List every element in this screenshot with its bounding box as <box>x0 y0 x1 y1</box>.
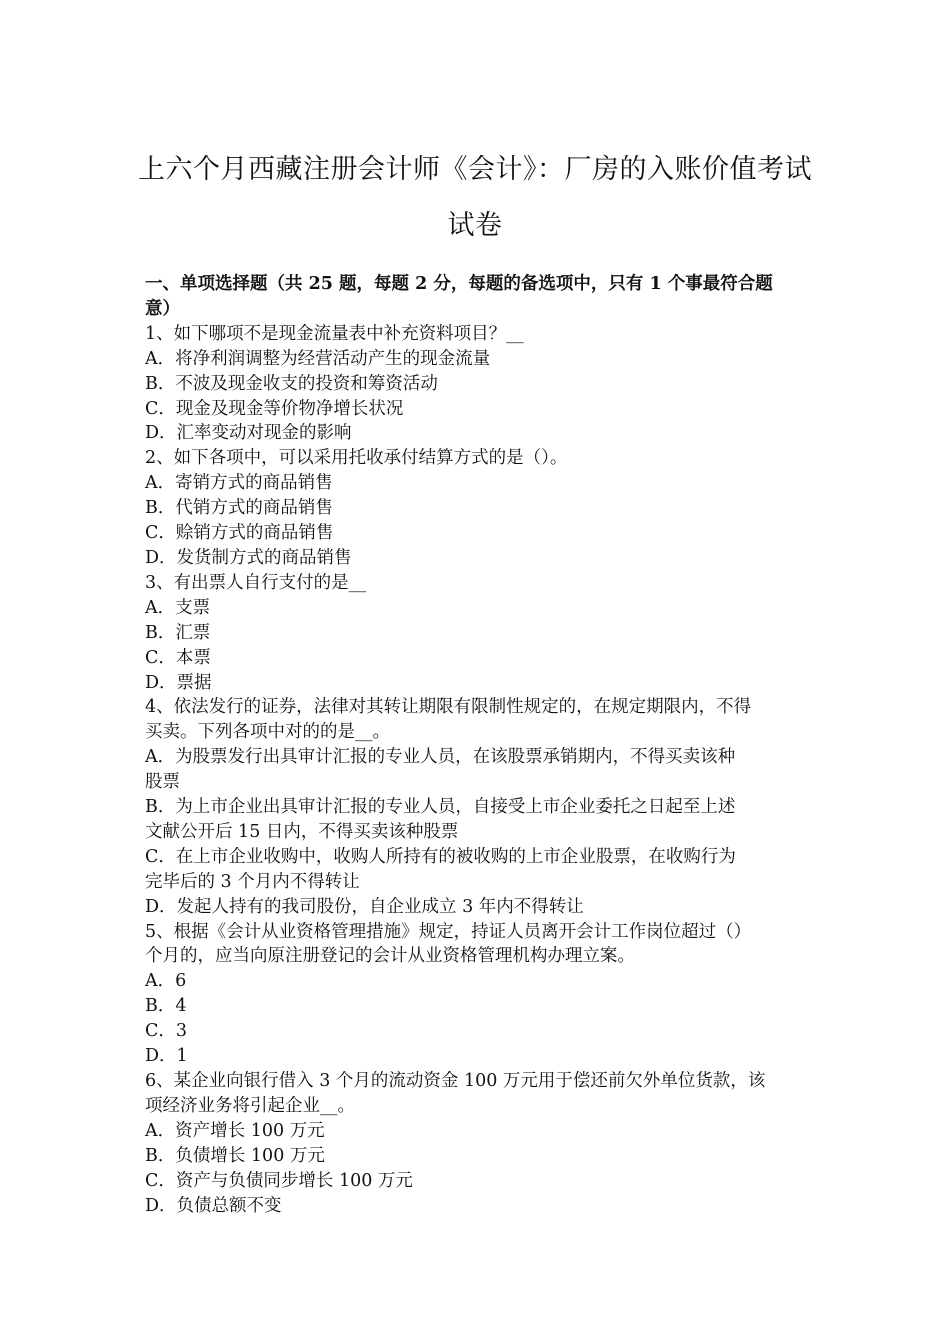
document-body <box>145 272 810 1218</box>
text-line: A．为股票发行出具审计汇报的专业人员，在该股票承销期内，不得买卖该种 <box>145 747 736 768</box>
section-heading-line-2: 意） <box>145 298 180 319</box>
text-line: A．6 <box>145 971 187 992</box>
text-line: 文献公开后 15 日内，不得买卖该种股票 <box>145 821 459 842</box>
text-line: B．不波及现金收支的投资和筹资活动 <box>145 373 438 394</box>
text-line: B．4 <box>145 996 187 1017</box>
text-line: 完毕后的 3 个月内不得转让 <box>145 871 360 892</box>
question-list <box>145 322 810 1219</box>
text-line: C．资产与负债同步增长 100 万元 <box>145 1170 413 1191</box>
text-line: D．负债总额不变 <box>145 1195 282 1216</box>
text-line: 4、依法发行的证券，法律对其转让期限有限制性规定的，在规定期限内，不得 <box>145 697 752 718</box>
text-line: D．票据 <box>145 672 212 693</box>
text-line: 个月的，应当向原注册登记的会计从业资格管理机构办理立案。 <box>145 946 635 967</box>
text-line: B．代销方式的商品销售 <box>145 498 333 519</box>
text-line: A．寄销方式的商品销售 <box>145 473 333 494</box>
text-line: C．3 <box>145 1021 188 1042</box>
title-line-2: 试卷 <box>447 210 503 241</box>
text-line: 买卖。下列各项中对的的是__。 <box>145 722 390 743</box>
text-line: D．发货制方式的商品销售 <box>145 547 352 568</box>
text-line: C．在上市企业收购中，收购人所持有的被收购的上市企业股票，在收购行为 <box>145 846 736 867</box>
text-line: D．发起人持有的我司股份，自企业成立 3 年内不得转让 <box>145 896 584 917</box>
text-line: 股票 <box>145 772 180 793</box>
document-title <box>130 142 820 254</box>
text-line: A．支票 <box>145 597 211 618</box>
text-line: 项经济业务将引起企业__。 <box>145 1095 355 1116</box>
text-line: D．1 <box>145 1046 188 1067</box>
title-line-1: 上六个月西藏注册会计师《会计》：厂房的入账价值考试 <box>138 154 812 185</box>
text-line: B．为上市企业出具审计汇报的专业人员，自接受上市企业委托之日起至上述 <box>145 797 736 818</box>
text-line: B．负债增长 100 万元 <box>145 1145 325 1166</box>
text-line: 6、某企业向银行借入 3 个月的流动资金 100 万元用于偿还前欠外单位货款，该 <box>145 1071 766 1091</box>
text-line: 1、如下哪项不是现金流量表中补充资料项目？__ <box>145 323 524 344</box>
text-line: D．汇率变动对现金的影响 <box>145 423 352 444</box>
text-line: C．本票 <box>145 647 211 668</box>
text-line: C．赊销方式的商品销售 <box>145 523 334 544</box>
text-line: 3、有出票人自行支付的是__ <box>145 572 367 593</box>
section-heading-line-1: 一、单项选择题（共 25 题，每题 2 分，每题的备选项中，只有 1 个事最符合题 <box>145 274 773 294</box>
text-line: A．将净利润调整为经营活动产生的现金流量 <box>145 348 491 369</box>
text-line: 2、如下各项中，可以采用托收承付结算方式的是（）。 <box>145 448 568 469</box>
text-line: C．现金及现金等价物净增长状况 <box>145 398 404 419</box>
text-line: 5、根据《会计从业资格管理措施》规定，持证人员离开会计工作岗位超过（） <box>145 921 752 942</box>
text-line: B．汇票 <box>145 622 211 643</box>
text-line: A．资产增长 100 万元 <box>145 1120 325 1141</box>
